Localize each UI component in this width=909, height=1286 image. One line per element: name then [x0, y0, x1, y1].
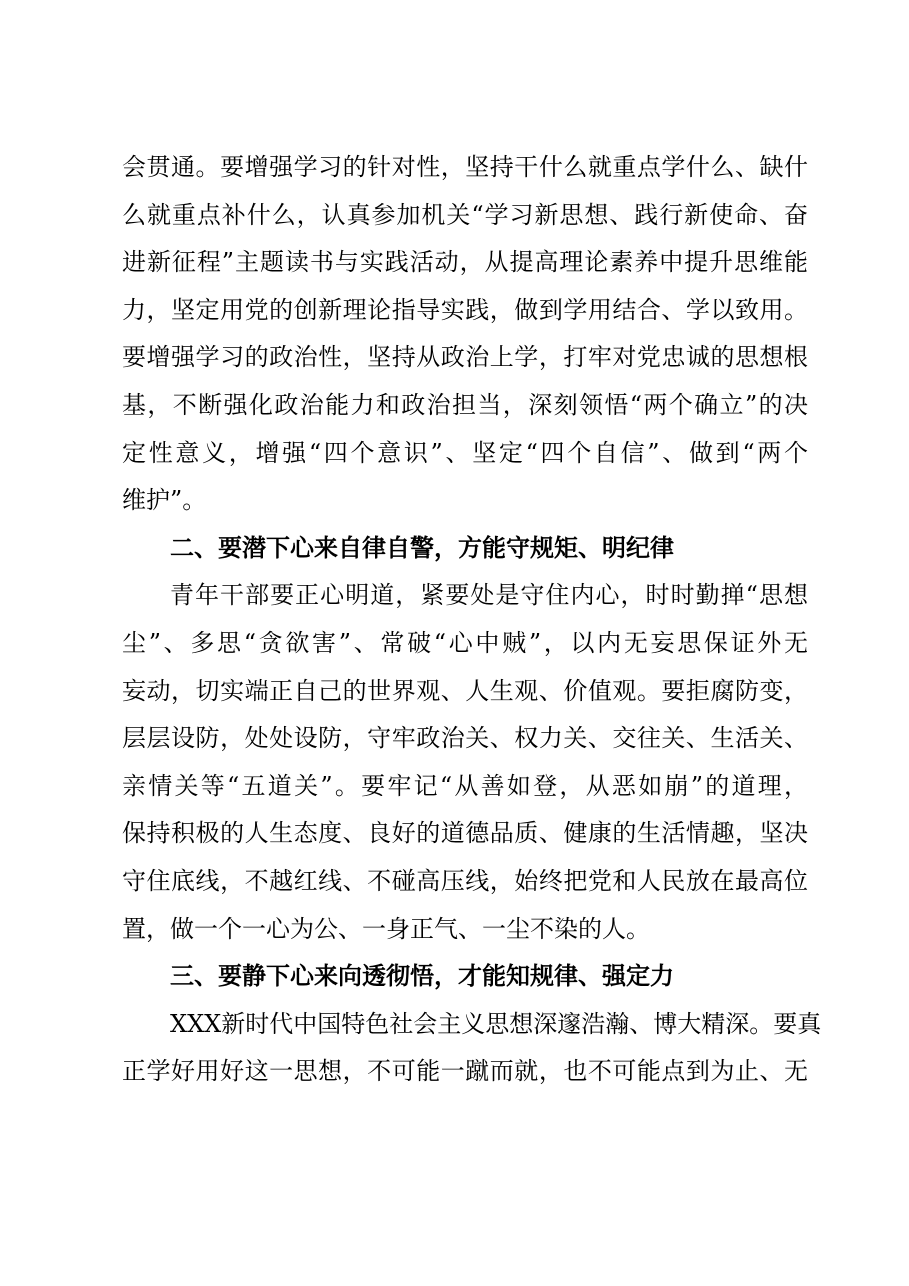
text-line: 要增强学习的政治性，坚持从政治上学，打牢对党忠诚的思想根: [122, 343, 808, 372]
paragraph-self-discipline: [122, 572, 808, 953]
text-line: 保持积极的人生态度、良好的道德品质、健康的生活情趣，坚决: [122, 819, 808, 848]
text-line: 进新征程”主题读书与实践活动，从提高理论素养中提升思维能: [122, 248, 808, 277]
section-heading-2: 二、要潜下心来自律自警，方能守规矩、明纪律: [170, 533, 674, 562]
text-line: 定性意义，增强“四个意识”、坚定“四个自信”、做到“两个: [122, 438, 808, 467]
text-line: 青年干部要正心明道，紧要处是守住内心，时时勤掸“思想: [170, 581, 808, 610]
text-line: 正学好用好这一思想，不可能一蹴而就，也不可能点到为止、无: [122, 1057, 808, 1086]
paragraph-learning: [122, 144, 808, 525]
text-line: 维护”。: [122, 486, 207, 515]
text-line: 么就重点补什么，认真参加机关“学习新思想、践行新使命、奋: [122, 200, 808, 229]
text-line: 置，做一个一心为公、一身正气、一尘不染的人。: [122, 914, 650, 943]
text-line: 尘”、多思“贪欲害”、常破“心中贼”，以内无妄思保证外无: [122, 628, 808, 657]
text-line: 基，不断强化政治能力和政治担当，深刻领悟“两个确立”的决: [122, 390, 808, 419]
paragraph-thought: [122, 1001, 822, 1096]
text-line: XXX新时代中国特色社会主义思想深邃浩瀚、博大精深。要真: [170, 1009, 822, 1038]
text-line: 力，坚定用党的创新理论指导实践，做到学用结合、学以致用。: [122, 295, 808, 324]
text-line: 层层设防，处处设防，守牢政治关、权力关、交往关、生活关、: [122, 724, 808, 753]
text-line: 守住底线，不越红线、不碰高压线，始终把党和人民放在最高位: [122, 866, 808, 895]
text-line: 亲情关等“五道关”。要牢记“从善如登，从恶如崩”的道理，: [122, 771, 808, 800]
section-heading-3: 三、要静下心来向透彻悟，才能知规律、强定力: [170, 962, 674, 991]
text-line: 妄动，切实端正自己的世界观、人生观、价值观。要拒腐防变，: [122, 676, 808, 705]
document-body: [122, 144, 822, 1096]
text-line: 会贯通。要增强学习的针对性，坚持干什么就重点学什么、缺什: [122, 153, 808, 181]
